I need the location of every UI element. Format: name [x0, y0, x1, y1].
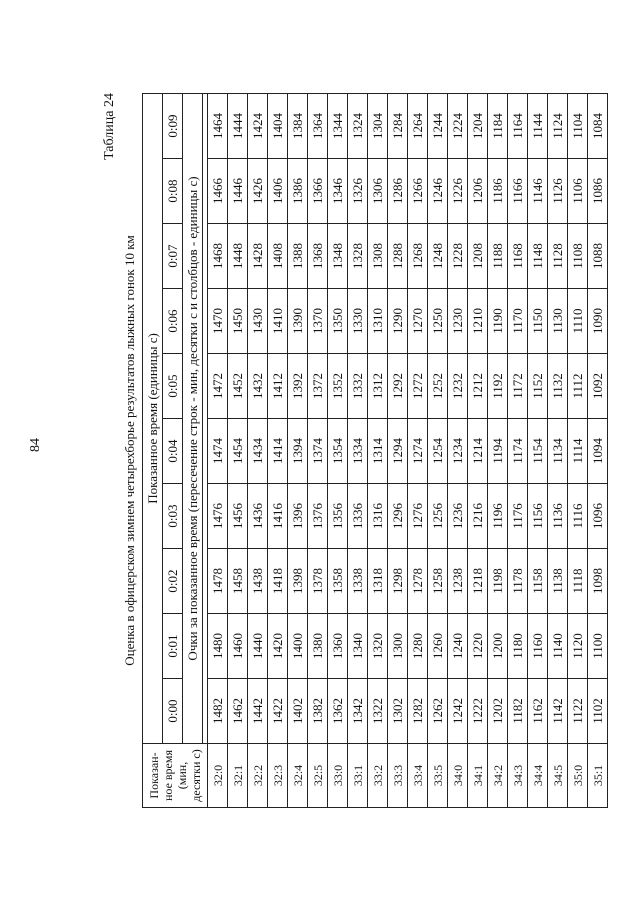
points-cell: 1252: [428, 354, 448, 419]
column-header: 0:03: [163, 484, 183, 549]
points-cell: 1170: [508, 289, 528, 354]
table-row: [348, 94, 368, 808]
points-cell: 1402: [288, 679, 308, 744]
column-header: 0:00: [163, 679, 183, 744]
row-label: 32:4: [288, 744, 308, 808]
points-cell: 1236: [448, 484, 468, 549]
points-cell: 1386: [288, 159, 308, 224]
points-cell: 1094: [588, 419, 608, 484]
row-label: 35:1: [588, 744, 608, 808]
points-cell: 1178: [508, 549, 528, 614]
row-label: 34:2: [488, 744, 508, 808]
row-label: 33:5: [428, 744, 448, 808]
points-cell: 1330: [348, 289, 368, 354]
points-cell: 1280: [408, 614, 428, 679]
points-cell: 1190: [488, 289, 508, 354]
points-cell: 1364: [308, 94, 328, 159]
points-cell: 1118: [568, 549, 588, 614]
row-label: 33:0: [328, 744, 348, 808]
table-label: Таблица 24: [102, 93, 117, 160]
points-table: [142, 93, 608, 808]
points-cell: 1464: [208, 94, 228, 159]
column-header-row: [163, 94, 183, 808]
points-cell: 1084: [588, 94, 608, 159]
points-cell: 1184: [488, 94, 508, 159]
points-cell: 1292: [388, 354, 408, 419]
column-header: 0:07: [163, 224, 183, 289]
points-cell: 1408: [268, 224, 288, 289]
points-cell: 1278: [408, 549, 428, 614]
points-cell: 1392: [288, 354, 308, 419]
points-cell: 1300: [388, 614, 408, 679]
points-cell: 1304: [368, 94, 388, 159]
points-cell: 1256: [428, 484, 448, 549]
column-header: 0:01: [163, 614, 183, 679]
points-cell: 1134: [548, 419, 568, 484]
points-cell: 1240: [448, 614, 468, 679]
points-cell: 1324: [348, 94, 368, 159]
row-label: 34:3: [508, 744, 528, 808]
points-cell: 1434: [248, 419, 268, 484]
points-cell: 1306: [368, 159, 388, 224]
points-cell: 1378: [308, 549, 328, 614]
points-cell: 1204: [468, 94, 488, 159]
points-cell: 1100: [588, 614, 608, 679]
points-cell: 1122: [568, 679, 588, 744]
points-cell: 1132: [548, 354, 568, 419]
page-number: 84: [28, 438, 43, 452]
points-cell: 1444: [228, 94, 248, 159]
points-cell: 1114: [568, 419, 588, 484]
points-cell: 1096: [588, 484, 608, 549]
points-cell: 1376: [308, 484, 328, 549]
points-cell: 1398: [288, 549, 308, 614]
units-seconds-header: Показанное время (единицы с): [143, 94, 163, 744]
points-cell: 1450: [228, 289, 248, 354]
points-cell: 1428: [248, 224, 268, 289]
points-cell: 1422: [268, 679, 288, 744]
points-cell: 1326: [348, 159, 368, 224]
points-cell: 1202: [488, 679, 508, 744]
points-cell: 1468: [208, 224, 228, 289]
rotated-table-block: [100, 93, 608, 808]
points-cell: 1168: [508, 224, 528, 289]
points-cell: 1136: [548, 484, 568, 549]
points-cell: 1452: [228, 354, 248, 419]
points-cell: 1126: [548, 159, 568, 224]
points-cell: 1374: [308, 419, 328, 484]
points-cell: 1086: [588, 159, 608, 224]
table-row: [328, 94, 348, 808]
column-header: 0:06: [163, 289, 183, 354]
table-row: [568, 94, 588, 808]
points-cell: 1472: [208, 354, 228, 419]
points-cell: 1424: [248, 94, 268, 159]
points-cell: 1436: [248, 484, 268, 549]
row-label: 33:1: [348, 744, 368, 808]
points-cell: 1362: [328, 679, 348, 744]
points-cell: 1462: [228, 679, 248, 744]
table-row: [428, 94, 448, 808]
points-cell: 1284: [388, 94, 408, 159]
table-row: [528, 94, 548, 808]
column-header: 0:09: [163, 94, 183, 159]
points-cell: 1454: [228, 419, 248, 484]
points-cell: 1476: [208, 484, 228, 549]
points-cell: 1142: [548, 679, 568, 744]
table-row: [588, 94, 608, 808]
points-cell: 1206: [468, 159, 488, 224]
points-cell: 1340: [348, 614, 368, 679]
points-cell: 1368: [308, 224, 328, 289]
points-cell: 1196: [488, 484, 508, 549]
row-label: 32:3: [268, 744, 288, 808]
points-cell: 1154: [528, 419, 548, 484]
points-cell: 1214: [468, 419, 488, 484]
points-cell: 1186: [488, 159, 508, 224]
points-cell: 1228: [448, 224, 468, 289]
table-row: [308, 94, 328, 808]
points-cell: 1198: [488, 549, 508, 614]
points-cell: 1366: [308, 159, 328, 224]
points-cell: 1176: [508, 484, 528, 549]
points-cell: 1106: [568, 159, 588, 224]
points-cell: 1150: [528, 289, 548, 354]
points-cell: 1152: [528, 354, 548, 419]
points-cell: 1426: [248, 159, 268, 224]
row-label: 34:4: [528, 744, 548, 808]
row-label: 32:1: [228, 744, 248, 808]
points-cell: 1466: [208, 159, 228, 224]
table-row: [508, 94, 528, 808]
table-row: [408, 94, 428, 808]
points-cell: 1230: [448, 289, 468, 354]
points-cell: 1478: [208, 549, 228, 614]
points-cell: 1130: [548, 289, 568, 354]
points-cell: 1344: [328, 94, 348, 159]
points-cell: 1246: [428, 159, 448, 224]
points-cell: 1140: [548, 614, 568, 679]
points-cell: 1416: [268, 484, 288, 549]
points-cell: 1382: [308, 679, 328, 744]
points-cell: 1156: [528, 484, 548, 549]
table-row: [368, 94, 388, 808]
points-cell: 1192: [488, 354, 508, 419]
points-cell: 1432: [248, 354, 268, 419]
points-cell: 1460: [228, 614, 248, 679]
points-cell: 1390: [288, 289, 308, 354]
points-cell: 1146: [528, 159, 548, 224]
points-cell: 1090: [588, 289, 608, 354]
points-cell: 1394: [288, 419, 308, 484]
points-cell: 1308: [368, 224, 388, 289]
points-cell: 1456: [228, 484, 248, 549]
row-label: 32:0: [208, 744, 228, 808]
row-label: 33:3: [388, 744, 408, 808]
points-cell: 1314: [368, 419, 388, 484]
table-row: [448, 94, 468, 808]
points-cell: 1162: [528, 679, 548, 744]
points-cell: 1396: [288, 484, 308, 549]
points-cell: 1360: [328, 614, 348, 679]
points-cell: 1124: [548, 94, 568, 159]
points-cell: 1480: [208, 614, 228, 679]
points-cell: 1232: [448, 354, 468, 419]
points-cell: 1320: [368, 614, 388, 679]
table-body: [208, 94, 608, 808]
points-cell: 1104: [568, 94, 588, 159]
points-cell: 1446: [228, 159, 248, 224]
points-cell: 1328: [348, 224, 368, 289]
points-cell: 1270: [408, 289, 428, 354]
points-cell: 1296: [388, 484, 408, 549]
points-cell: 1286: [388, 159, 408, 224]
points-cell: 1322: [368, 679, 388, 744]
column-header: 0:05: [163, 354, 183, 419]
points-cell: 1226: [448, 159, 468, 224]
points-cell: 1384: [288, 94, 308, 159]
points-cell: 1238: [448, 549, 468, 614]
points-cell: 1294: [388, 419, 408, 484]
points-cell: 1276: [408, 484, 428, 549]
points-cell: 1108: [568, 224, 588, 289]
points-cell: 1220: [468, 614, 488, 679]
points-cell: 1166: [508, 159, 528, 224]
column-header: 0:08: [163, 159, 183, 224]
table-row: [268, 94, 288, 808]
column-header: 0:04: [163, 419, 183, 484]
points-cell: 1400: [288, 614, 308, 679]
points-cell: 1342: [348, 679, 368, 744]
points-cell: 1116: [568, 484, 588, 549]
points-cell: 1458: [228, 549, 248, 614]
points-cell: 1348: [328, 224, 348, 289]
points-cell: 1200: [488, 614, 508, 679]
points-cell: 1092: [588, 354, 608, 419]
points-cell: 1222: [468, 679, 488, 744]
points-cell: 1266: [408, 159, 428, 224]
points-cell: 1112: [568, 354, 588, 419]
points-cell: 1418: [268, 549, 288, 614]
points-cell: 1224: [448, 94, 468, 159]
points-cell: 1312: [368, 354, 388, 419]
points-cell: 1404: [268, 94, 288, 159]
table-row: [288, 94, 308, 808]
points-cell: 1262: [428, 679, 448, 744]
points-cell: 1272: [408, 354, 428, 419]
column-header: 0:02: [163, 549, 183, 614]
points-cell: 1482: [208, 679, 228, 744]
points-cell: 1268: [408, 224, 428, 289]
row-label: 33:2: [368, 744, 388, 808]
points-cell: 1370: [308, 289, 328, 354]
points-cell: 1282: [408, 679, 428, 744]
points-cell: 1120: [568, 614, 588, 679]
points-cell: 1352: [328, 354, 348, 419]
points-cell: 1318: [368, 549, 388, 614]
points-cell: 1208: [468, 224, 488, 289]
points-cell: 1354: [328, 419, 348, 484]
points-cell: 1474: [208, 419, 228, 484]
points-cell: 1264: [408, 94, 428, 159]
points-cell: 1290: [388, 289, 408, 354]
points-header: Очки за показанное время (пересечение строк - мин, десятки с и столбцов - единицы с): [183, 94, 203, 744]
points-cell: 1470: [208, 289, 228, 354]
table-title: Оценка в офицерском зимнем четырехборье результатов лыжных гонок 10 км: [122, 235, 137, 666]
points-cell: 1388: [288, 224, 308, 289]
table-row: [468, 94, 488, 808]
row-header-cell: Показан-ное время (мин, десятки с): [143, 744, 208, 808]
row-label: 32:5: [308, 744, 328, 808]
points-cell: 1218: [468, 549, 488, 614]
points-cell: 1160: [528, 614, 548, 679]
points-cell: 1158: [528, 549, 548, 614]
points-cell: 1350: [328, 289, 348, 354]
points-cell: 1334: [348, 419, 368, 484]
points-cell: 1260: [428, 614, 448, 679]
points-cell: 1358: [328, 549, 348, 614]
points-cell: 1250: [428, 289, 448, 354]
points-cell: 1372: [308, 354, 328, 419]
table-row: [208, 94, 228, 808]
points-cell: 1110: [568, 289, 588, 354]
points-cell: 1144: [528, 94, 548, 159]
points-cell: 1410: [268, 289, 288, 354]
row-label: 35:0: [568, 744, 588, 808]
points-cell: 1172: [508, 354, 528, 419]
points-cell: 1174: [508, 419, 528, 484]
row-label: 34:1: [468, 744, 488, 808]
points-cell: 1138: [548, 549, 568, 614]
points-cell: 1128: [548, 224, 568, 289]
points-cell: 1448: [228, 224, 248, 289]
points-cell: 1216: [468, 484, 488, 549]
table-row: [248, 94, 268, 808]
points-cell: 1274: [408, 419, 428, 484]
points-cell: 1210: [468, 289, 488, 354]
points-cell: 1258: [428, 549, 448, 614]
points-cell: 1234: [448, 419, 468, 484]
points-cell: 1420: [268, 614, 288, 679]
points-cell: 1298: [388, 549, 408, 614]
points-cell: 1180: [508, 614, 528, 679]
points-cell: 1440: [248, 614, 268, 679]
points-cell: 1244: [428, 94, 448, 159]
points-cell: 1212: [468, 354, 488, 419]
points-cell: 1316: [368, 484, 388, 549]
points-cell: 1310: [368, 289, 388, 354]
points-cell: 1098: [588, 549, 608, 614]
points-cell: 1442: [248, 679, 268, 744]
points-cell: 1182: [508, 679, 528, 744]
points-cell: 1242: [448, 679, 468, 744]
points-cell: 1102: [588, 679, 608, 744]
row-label: 34:0: [448, 744, 468, 808]
points-cell: 1380: [308, 614, 328, 679]
points-cell: 1438: [248, 549, 268, 614]
points-cell: 1356: [328, 484, 348, 549]
points-cell: 1148: [528, 224, 548, 289]
row-label: 32:2: [248, 744, 268, 808]
table-row: [488, 94, 508, 808]
points-cell: 1188: [488, 224, 508, 289]
row-label: 33:4: [408, 744, 428, 808]
points-cell: 1412: [268, 354, 288, 419]
points-cell: 1288: [388, 224, 408, 289]
points-cell: 1430: [248, 289, 268, 354]
points-cell: 1414: [268, 419, 288, 484]
points-cell: 1332: [348, 354, 368, 419]
points-cell: 1194: [488, 419, 508, 484]
points-cell: 1336: [348, 484, 368, 549]
points-cell: 1254: [428, 419, 448, 484]
points-cell: 1164: [508, 94, 528, 159]
points-cell: 1248: [428, 224, 448, 289]
points-cell: 1302: [388, 679, 408, 744]
table-row: [388, 94, 408, 808]
points-cell: 1406: [268, 159, 288, 224]
table-row: [228, 94, 248, 808]
points-cell: 1338: [348, 549, 368, 614]
points-cell: 1346: [328, 159, 348, 224]
table-row: [548, 94, 568, 808]
row-label: 34:5: [548, 744, 568, 808]
points-cell: 1088: [588, 224, 608, 289]
